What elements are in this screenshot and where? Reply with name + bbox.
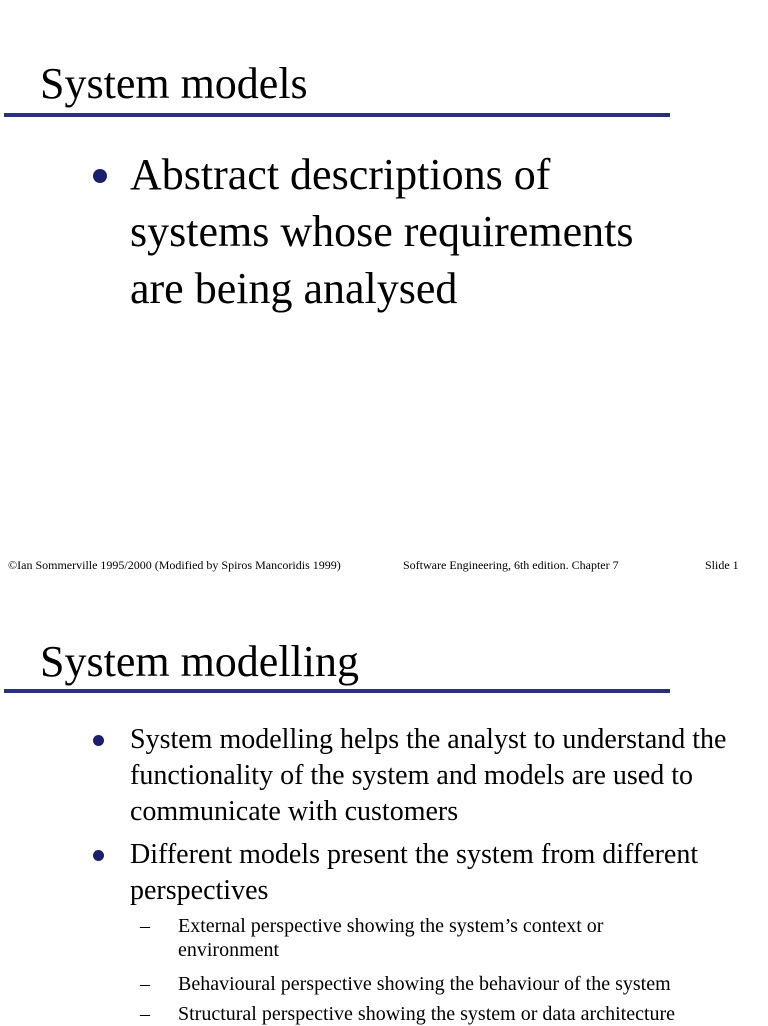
dash-marker: –: [140, 915, 150, 937]
title-divider: [4, 689, 670, 693]
dash-marker: –: [140, 1003, 150, 1025]
footer-copyright: ©Ian Sommerville 1995/2000 (Modified by Spiros Mancoridis 1999): [8, 558, 341, 572]
footer-book-reference: Software Engineering, 6th edition. Chapter 7: [403, 558, 619, 572]
bullet-text: System modelling helps the analyst to understand the functionality of the system and models are used to communicate with customers: [130, 724, 727, 827]
footer-slide-number: Slide 1: [705, 558, 739, 572]
bullet-icon: [93, 850, 104, 861]
bullet-text: Abstract descriptions of systems whose requirements are being analysed: [130, 150, 634, 313]
subbullet-text: Behavioural perspective showing the behaviour of the system: [178, 973, 671, 995]
subbullet-text: Structural perspective showing the system or data architecture: [178, 1003, 676, 1025]
bullet-icon: [93, 735, 104, 746]
title-divider: [4, 113, 670, 117]
bullet-icon: [93, 169, 107, 183]
slide-title: System models: [40, 59, 308, 108]
slide-title: System modelling: [40, 637, 359, 686]
bullet-text: Different models present the system from different perspectives: [130, 839, 699, 906]
dash-marker: –: [140, 973, 150, 995]
subbullet-text: External perspective showing the system’s context or environment: [178, 915, 604, 961]
